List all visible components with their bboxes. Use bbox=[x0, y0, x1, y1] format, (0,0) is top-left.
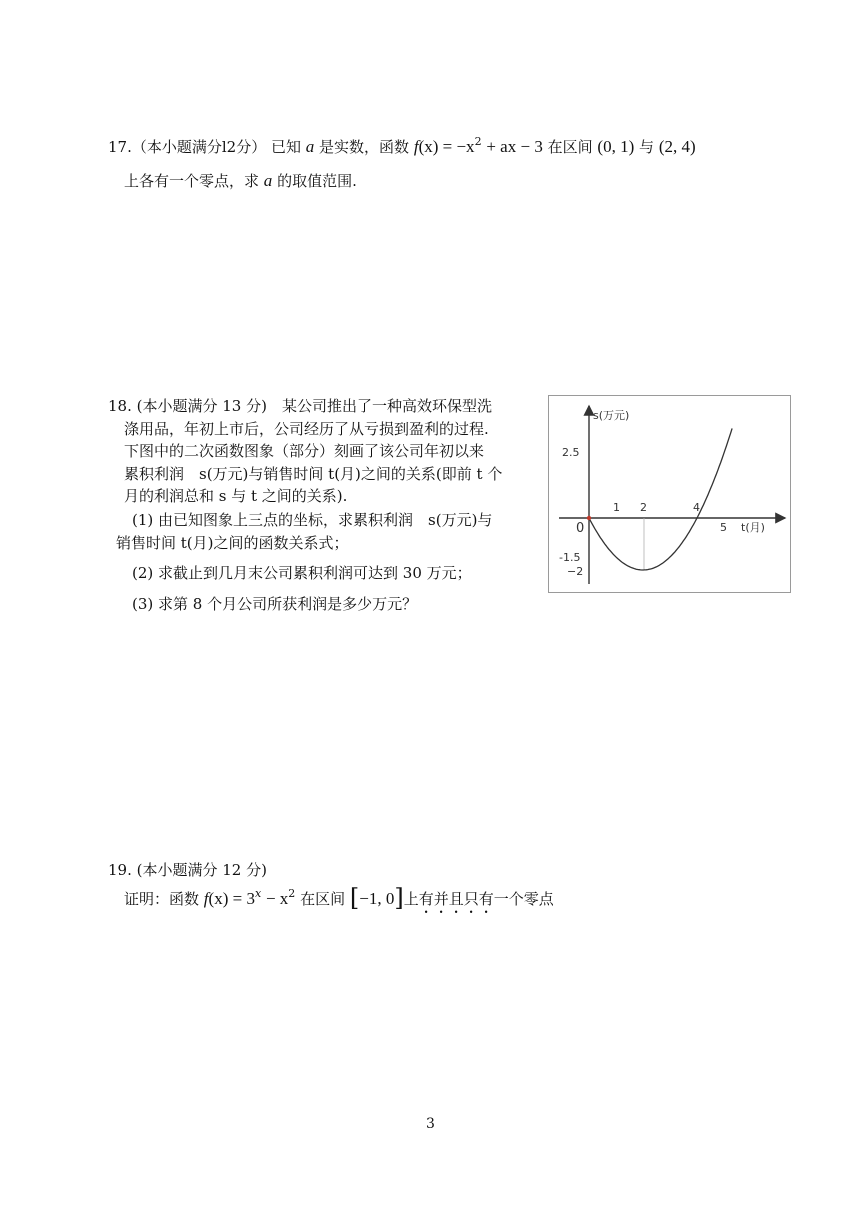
interval-2: (2, 4) bbox=[658, 137, 696, 156]
x-tick-2: 2 bbox=[640, 501, 647, 514]
y-tick-2-5: 2.5 bbox=[562, 446, 580, 459]
func-expr-19: (x) = 3 bbox=[208, 889, 255, 908]
problem-18-part-3: (3) 求第 8 个月公司所获利润是多少万元？ bbox=[132, 595, 418, 613]
exponent-x: x bbox=[254, 887, 262, 900]
minus-x: − x bbox=[265, 889, 289, 908]
and-text: 与 bbox=[639, 138, 655, 156]
problem-17-is-real: 是实数，函数 bbox=[319, 138, 410, 156]
right-bracket: ] bbox=[394, 884, 404, 912]
parabola-graph bbox=[549, 396, 790, 592]
x-tick-5: 5 bbox=[720, 521, 727, 534]
func-f-19: f bbox=[203, 889, 209, 908]
func-rest: + ax − 3 bbox=[486, 137, 543, 156]
origin-point bbox=[587, 516, 591, 520]
y-tick-neg-1-5: -1.5 bbox=[559, 551, 581, 564]
problem-19-title: 19. (本小题满分 12 分) bbox=[108, 861, 267, 879]
exponent-2-19: 2 bbox=[288, 887, 296, 900]
exponent-2: 2 bbox=[474, 135, 482, 148]
x-tick-4: 4 bbox=[693, 501, 700, 514]
interval-1: (0, 1) bbox=[597, 137, 635, 156]
proof-prefix: 证明：函数 bbox=[124, 890, 200, 908]
problem-18-part-2: (2) 求截止到几月末公司累积利润可达到 30 万元； bbox=[132, 564, 472, 582]
problem-18-line-4: 累积利润 s(万元)与销售时间 t(月)之间的关系(即前 t 个 bbox=[124, 465, 503, 483]
x-axis-label: t(月) bbox=[741, 521, 765, 534]
func-f: f bbox=[413, 137, 419, 156]
func-expr: (x) = −x bbox=[418, 137, 475, 156]
problem-18-line-2: 涤用品，年初上市后，公司经历了从亏损到盈利的过程. bbox=[124, 420, 489, 438]
suffix-plain: 上 bbox=[403, 890, 419, 908]
var-a-2: a bbox=[263, 171, 273, 190]
problem-18-line-5: 月的利润总和 s 与 t 之间的关系). bbox=[124, 487, 348, 505]
y-tick-neg-2: −2 bbox=[567, 565, 584, 578]
page-number: 3 bbox=[426, 1116, 435, 1132]
var-a: a bbox=[305, 137, 315, 156]
interval-19: −1, 0 bbox=[359, 889, 395, 908]
problem-17-line-2 bbox=[124, 171, 357, 191]
problem-18-part-1: (1) 由已知图象上三点的坐标，求累积利润 s(万元)与 bbox=[132, 511, 493, 529]
suffix-end: 一个零点 bbox=[493, 890, 554, 908]
origin-label: 0 bbox=[576, 521, 585, 536]
in-interval-19: 在区间 bbox=[300, 890, 346, 908]
parabola-curve bbox=[589, 428, 732, 570]
in-interval-text: 在区间 bbox=[547, 138, 593, 156]
y-axis-label: s(万元) bbox=[593, 409, 630, 422]
problem-18-line-3: 下图中的二次函数图象（部分）刻画了该公司年初以来 bbox=[124, 442, 485, 460]
problem-17-line2-prefix: 上各有一个零点，求 bbox=[124, 172, 260, 190]
problem-18-line-1: 18. (本小题满分 13 分) 某公司推出了一种高效环保型洗 bbox=[108, 397, 492, 415]
problem-17-line-1 bbox=[108, 132, 696, 157]
x-tick-1: 1 bbox=[613, 501, 620, 514]
problem-17-prefix: 17.（本小题满分l2分） 已知 bbox=[108, 138, 301, 156]
left-bracket: [ bbox=[349, 884, 360, 912]
problem-19-statement bbox=[124, 884, 554, 917]
emphasized-text: 有并且只有 bbox=[418, 890, 494, 908]
problem-17-line2-suffix: 的取值范围. bbox=[277, 172, 357, 190]
problem-18-part-1-cont: 销售时间 t(月)之间的函数关系式； bbox=[116, 534, 349, 552]
graph-frame bbox=[548, 395, 791, 593]
